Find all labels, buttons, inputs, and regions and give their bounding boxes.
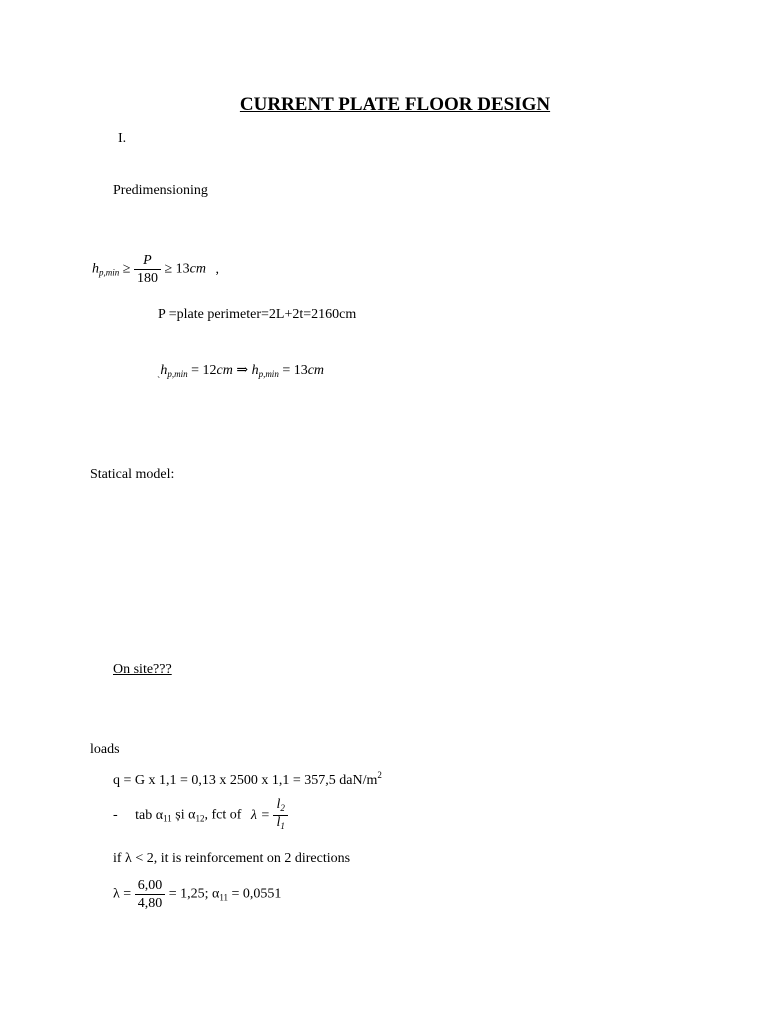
- formula2-tick: `: [157, 376, 161, 387]
- tab-text-b: și α: [171, 807, 196, 823]
- q-load-line: [113, 770, 382, 789]
- tab-text-c: , fct of: [204, 807, 242, 823]
- lambda-calc-rhs-end: = 0,0551: [227, 886, 282, 902]
- formula2-sub1: p,min: [167, 369, 188, 379]
- section-number: I.: [118, 131, 127, 146]
- tab-den: $l_1$: [276, 815, 285, 831]
- tab-fraction: [273, 798, 287, 833]
- formula1-ge: ≥: [122, 261, 131, 277]
- formula1-trail: ,: [215, 261, 219, 277]
- formula1-den: 180: [136, 271, 158, 286]
- tab-coefficients-line: [113, 798, 288, 833]
- formula2-mid: = 12: [191, 363, 217, 378]
- formula2-h1: h: [160, 363, 168, 378]
- formula1-rhs: ≥ 13: [164, 261, 190, 277]
- tab-num: $l_2$: [273, 798, 287, 816]
- loads-heading: loads: [90, 742, 120, 757]
- tab-text-a: tab α: [135, 807, 164, 823]
- tab-sub-b: 12: [195, 813, 205, 824]
- lambda-calc-fraction: [135, 877, 166, 912]
- section-heading: Predimensioning: [113, 183, 208, 198]
- formula2-unit1: cm: [216, 363, 233, 378]
- formula-hpmin-bound: [92, 252, 219, 287]
- lambda-calc-den: 4,80: [137, 896, 163, 911]
- formula2-unit2: cm: [307, 363, 325, 378]
- lambda-calc-rhs-sub: 11: [219, 892, 228, 903]
- formula1-unit: cm: [189, 261, 206, 277]
- formula2-rhs: = 13: [282, 363, 308, 378]
- tab-lambda: λ =: [250, 807, 270, 823]
- formula1-lhs: h: [92, 261, 99, 277]
- tab-sub-a: 11: [163, 813, 172, 824]
- lambda-calc-rhs: = 1,25; α: [168, 886, 220, 902]
- formula-hpmin-result: [157, 362, 325, 387]
- if-lambda-line: if λ < 2, it is reinforcement on 2 directions: [113, 851, 351, 866]
- formula2-arrow: ⇒: [236, 363, 249, 378]
- formula2-sub2: p,min: [258, 369, 279, 379]
- formula1-fraction: [134, 252, 161, 287]
- formula1-num: P: [134, 252, 161, 270]
- statical-model-heading: Statical model:: [90, 467, 175, 482]
- lambda-calculation: [113, 877, 281, 912]
- formula1-lhs-sub: p,min: [99, 267, 120, 278]
- lambda-calc-num: 6,00: [135, 877, 166, 895]
- formula2-h2: h: [251, 363, 259, 378]
- q-load-sup: 2: [377, 770, 382, 780]
- lambda-calc-lhs: λ =: [113, 886, 132, 902]
- page-title: CURRENT PLATE FLOOR DESIGN: [239, 94, 551, 115]
- tab-dash: -: [113, 807, 118, 823]
- perimeter-line: P =plate perimeter=2L+2t=2160cm: [158, 307, 357, 322]
- on-site-heading: On site???: [113, 662, 172, 677]
- q-load-text: q = G x 1,1 = 0,13 x 2500 x 1,1 = 357,5 daN/m: [113, 773, 378, 788]
